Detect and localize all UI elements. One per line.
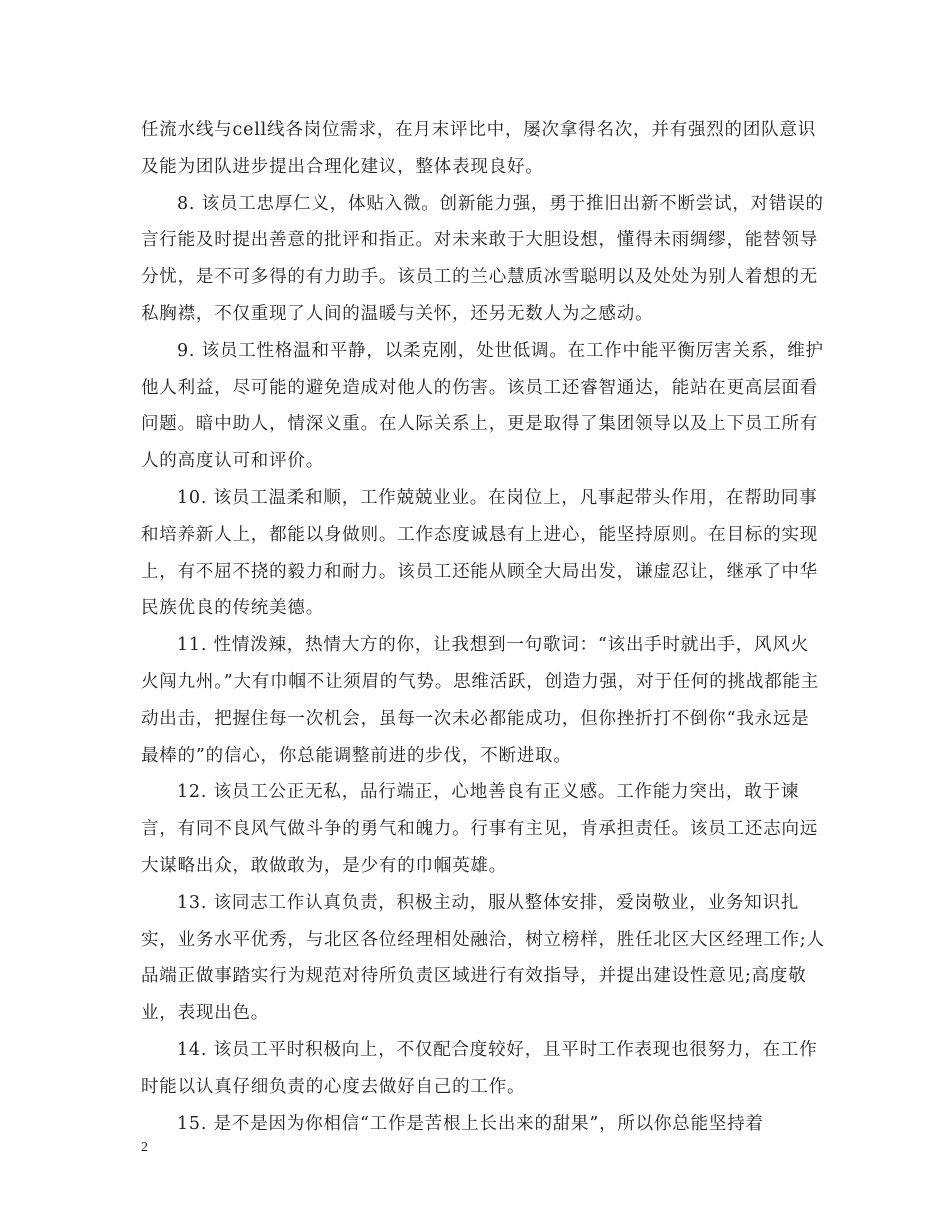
paragraph-item-12: 12. 该员工公正无私，品行端正，心地善良有正义感。工作能力突出，敢于谏言，有同不良风气做斗争的勇气和魄力。行事有主见，肯承担责任。该员工还志向远大谋略出众，敢做敢为，是少有的巾帼英雄。: [141, 782, 819, 876]
page-number: 2: [141, 1140, 148, 1155]
paragraph-item-11: 11. 性情泼辣，热情大方的你，让我想到一句歌词：“该出手时就出手，风风火火闯九州。”大有巾帼不让须眉的气势。思维活跃，创造力强，对于任何的挑战都能主动出击，把握住每一次机会，虽每一次未必都能成功，但你挫折打不倒你“我永远是最棒的”的信心，你总能调整前进的步伐，不断进取。: [141, 635, 820, 766]
paragraph-item-14: 14. 该员工平时积极向上，不仅配合度较好，且平时工作表现也很努力，在工作时能以认真仔细负责的心度去做好自己的工作。: [141, 1039, 818, 1097]
paragraph-item-9: 9. 该员工性格温和平静，以柔克刚，处世低调。在工作中能平衡厉害关系，维护他人利益，尽可能的避免造成对他人的伤害。该员工还睿智通达，能站在更高层面看问题。暗中助人，情深义重。在人际关系上，更是取得了集团领导以及上下员工所有人的高度认可和评价。: [141, 340, 824, 472]
paragraph-item-10: 10. 该员工温柔和顺，工作兢兢业业。在岗位上，凡事起带头作用，在帮助同事和培养新人上，都能以身做则。工作态度诚恳有上进心，能坚持原则。在目标的实现上，有不屈不挠的毅力和耐力。该员工还能从顾全大局出发，谦虚忍让，继承了中华民族优良的传统美德。: [141, 487, 819, 619]
paragraph-item-8: 8. 该员工忠厚仁义，体贴入微。创新能力强，勇于推旧出新不断尝试，对错误的言行能及时提出善意的批评和指正。对未来敢于大胆设想，懂得未雨绸缪，能替领导分忧，是不可多得的有力助手。该员工的兰心慧质冰雪聪明以及处处为别人着想的无私胸襟，不仅重现了人间的温暖与关怀，还另无数人为之感动。: [141, 193, 824, 324]
paragraph-item-13: 13. 该同志工作认真负责，积极主动，服从整体安排，爱岗敬业，业务知识扎实，业务水平优秀，与北区各位经理相处融洽，树立榜样，胜任北区大区经理工作;人品端正做事踏实行为规范对待所负责区域进行有效指导，并提出建设性意见;高度敬业，表现出色。: [141, 892, 825, 1024]
paragraph-item-15: 15. 是不是因为你相信“工作是苦根上长出来的甜果”，所以你总能坚持着: [177, 1113, 764, 1134]
document-body: [141, 112, 825, 1142]
paragraph-continuation: 任流水线与cell线各岗位需求，在月末评比中，屡次拿得名次，并有强烈的团队意识及能为团队进步提出合理化建议，整体表现良好。: [141, 120, 817, 177]
